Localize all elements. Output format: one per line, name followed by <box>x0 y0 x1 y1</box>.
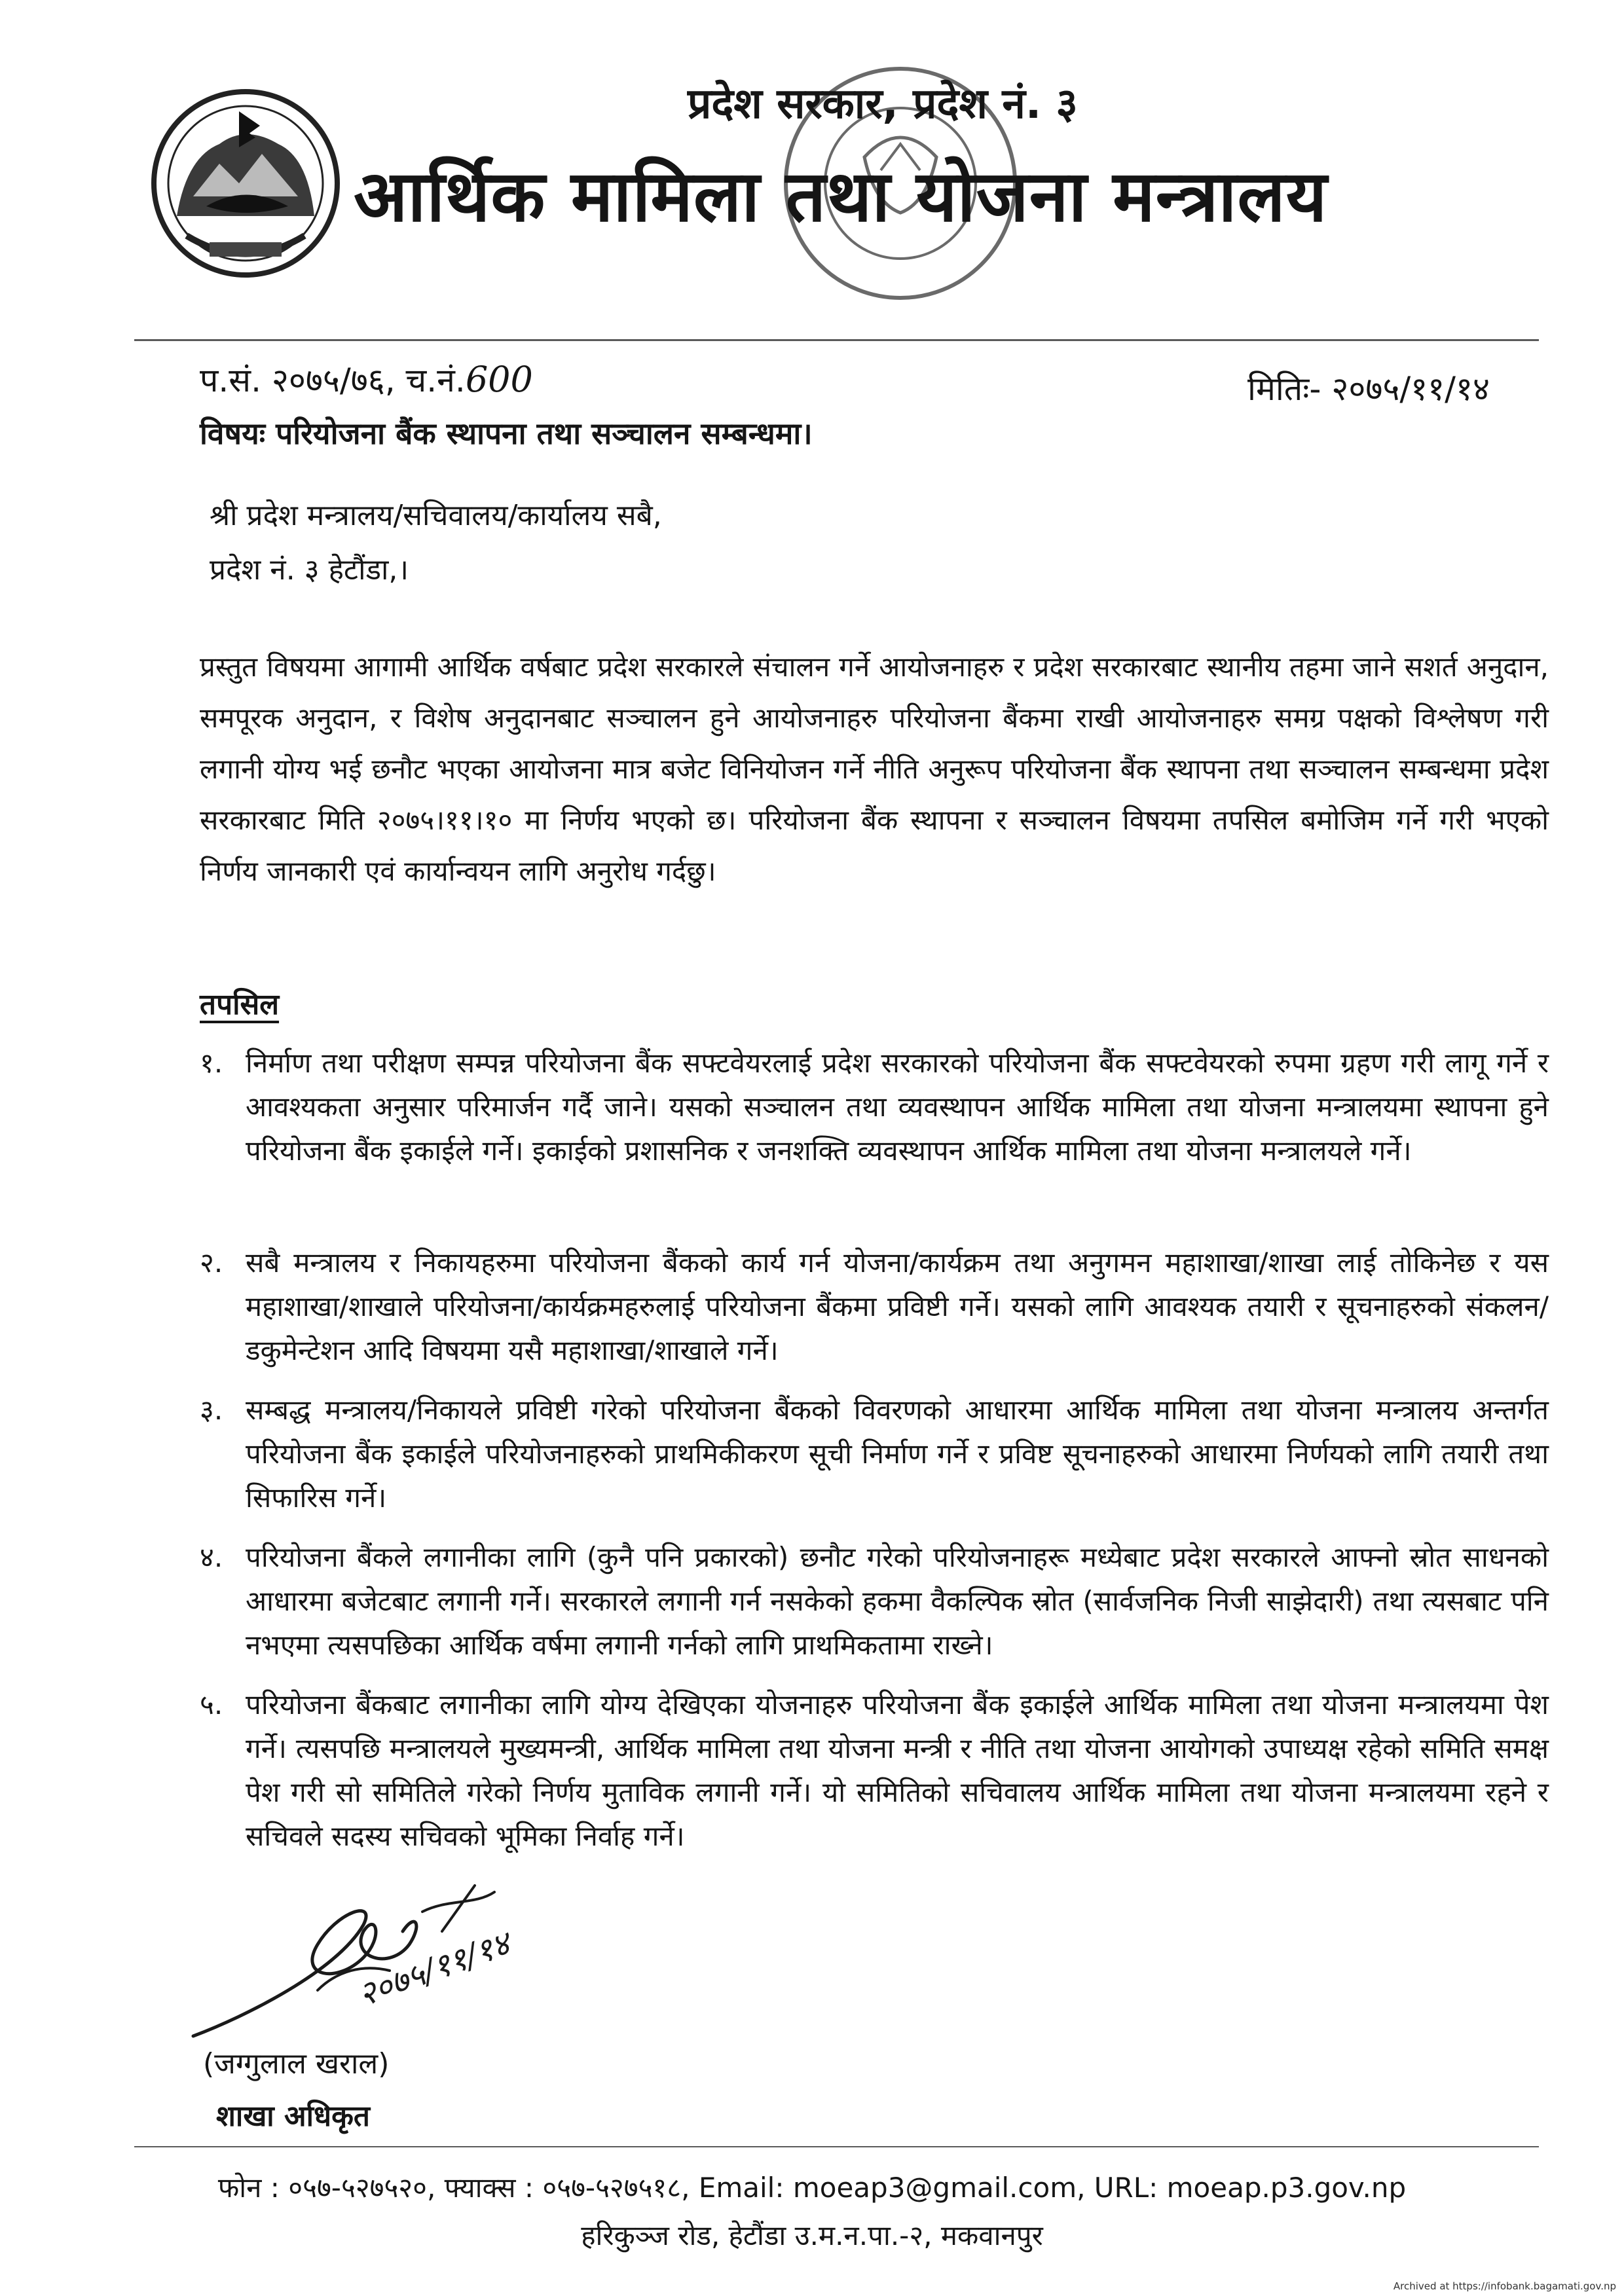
list-item <box>200 1535 1549 1667</box>
item-number: ५. <box>200 1688 223 1721</box>
footer-contact: फोन : ०५७-५२७५२०, फ्याक्स : ०५७-५२७५१८, Email: moeap3@gmail.com, URL: moeap.p3.gov.np <box>217 2172 1407 2204</box>
handwritten-signature-date: २०७५/११/१४ <box>353 1924 515 2014</box>
footer-address: हरिकुञ्ज रोड, हेटौंडा उ.म.न.पा.-२, मकवानपुर <box>581 2219 1043 2251</box>
nepal-coat-of-arms-icon <box>147 85 344 282</box>
item-number: ४. <box>200 1541 223 1573</box>
tapasil-heading: तपसिल <box>200 988 280 1021</box>
recipient-line-1: श्री प्रदेश मन्त्रालय/सचिवालय/कार्यालय सबै, <box>210 499 662 532</box>
signatory-name: (जग्गुलाल खराल) <box>203 2047 390 2081</box>
footer-divider <box>134 2146 1539 2147</box>
government-name: प्रदेश सरकार, प्रदेश नं. ३ <box>688 80 1078 128</box>
reference-text: प.सं. २०७५/७६, च.नं. <box>200 361 466 399</box>
signatory-title: शाखा अधिकृत <box>216 2100 370 2133</box>
list-item <box>200 1041 1549 1173</box>
handwritten-reference-number: 600 <box>465 359 533 400</box>
letter-date: मितिः- २०७५/११/१४ <box>1247 370 1490 408</box>
item-text: सबै मन्त्रालय र निकायहरुमा परियोजना बैंकको कार्य गर्न योजना/कार्यक्रम तथा अनुगमन महाशाखा/शाखा लाई तोकिनेछ र यस महाशाखा/शाखाले परियोजना/कार्यक्रमहरुलाई परियोजना बैंकमा प्रविष्टी गर्ने। यसको लागि आवश्यक तयारी र सूचनाहरुको संकलन/डकुमेन्टेशन आदि विषयमा यसै महाशाखा/शाखाले गर्ने। <box>246 1247 1549 1366</box>
item-text: निर्माण तथा परीक्षण सम्पन्न परियोजना बैंक सफ्टवेयरलाई प्रदेश सरकारको परियोजना बैंक सफ्टवेयरको रुपमा ग्रहण गरी लागू गर्ने र आवश्यकता अनुसार परिमार्जन गर्दै जाने। यसको सञ्चालन तथा व्यवस्थापन आर्थिक मामिला तथा योजना मन्त्रालयमा स्थापना हुने परियोजना बैंक इकाईले गर्ने। इकाईको प्रशासनिक र जनशक्ति व्यवस्थापन आर्थिक मामिला तथा योजना मन्त्रालयले गर्ने। <box>246 1047 1549 1167</box>
header-divider <box>134 339 1539 341</box>
list-item <box>200 1388 1549 1520</box>
recipient-line-2: प्रदेश नं. ३ हेटौंडा,। <box>210 553 409 587</box>
item-number: १. <box>200 1047 223 1079</box>
item-text: परियोजना बैंकले लगानीका लागि (कुनै पनि प्रकारको) छनौट गरेको परियोजनाहरू मध्येबाट प्रदेश सरकारले आफ्नो स्रोत साधनको आधारमा बजेटबाट लगानी गर्ने। सरकारले लगानी गर्न नसकेको हकमा वैकल्पिक स्रोत (सार्वजनिक निजी साझेदारी) तथा त्यसबाट पनि नभएमा त्यसपछिका आर्थिक वर्षमा लगानी गर्नको लागि प्राथमिकतामा राख्ने। <box>246 1541 1549 1661</box>
item-text: परियोजना बैंकबाट लगानीका लागि योग्य देखिएका योजनाहरु परियोजना बैंक इकाईले आर्थिक मामिला तथा योजना मन्त्रालयमा पेश गर्ने। त्यसपछि मन्त्रालयले मुख्यमन्त्री, आर्थिक मामिला तथा योजना मन्त्री र नीति तथा योजना आयोगको उपाध्यक्ष रहेको समिति समक्ष पेश गरी सो समितिले गरेको निर्णय मुताविक लगानी गर्ने। यो समितिको सचिवालय आर्थिक मामिला तथा योजना मन्त्रालयमा रहने र सचिवले सदस्य सचिवको भूमिका निर्वाह गर्ने। <box>246 1688 1549 1852</box>
reference-number <box>200 357 533 401</box>
signature <box>167 1872 612 2069</box>
item-text: सम्बद्ध मन्त्रालय/निकायले प्रविष्टी गरेको परियोजना बैंकको विवरणको आधारमा आर्थिक मामिला तथा योजना मन्त्रालय अन्तर्गत परियोजना बैंक इकाईले परियोजनाहरुको प्राथमिकीकरण सूची निर्माण गर्ने र प्रविष्ट सूचनाहरुको आधारमा निर्णयको लागि तयारी तथा सिफारिस गर्ने। <box>246 1394 1549 1514</box>
list-item <box>200 1241 1549 1372</box>
item-number: ३. <box>200 1394 223 1426</box>
archive-note: Archived at https://infobank.bagamati.gov.np <box>1393 2280 1616 2292</box>
body-paragraph: प्रस्तुत विषयमा आगामी आर्थिक वर्षबाट प्रदेश सरकारले संचालन गर्ने आयोजनाहरु र प्रदेश सरकारबाट स्थानीय तहमा जाने सशर्त अनुदान, समपूरक अनुदान, र विशेष अनुदानबाट सञ्चालन हुने आयोजनाहरु परियोजना बैंकमा राखी आयोजनाहरु समग्र पक्षको विश्लेषण गरी लगानी योग्य भई छनौट भएका आयोजना मात्र बजेट विनियोजन गर्ने नीति अनुरूप परियोजना बैंक स्थापना तथा सञ्चालन सम्बन्धमा प्रदेश सरकारबाट मिति २०७५।११।१० मा निर्णय भएको छ। परियोजना बैंक स्थापना र सञ्चालन विषयमा तपसिल बमोजिम गर्ने गरी भएको निर्णय जानकारी एवं कार्यान्वयन लागि अनुरोध गर्दछु। <box>200 651 1549 887</box>
subject-line: विषयः परियोजना बैंक स्थापना तथा सञ्चालन सम्बन्धमा। <box>200 416 813 451</box>
ministry-name: आर्थिक मामिला तथा योजना मन्त्रालय <box>354 156 1328 238</box>
item-number: २. <box>200 1247 223 1279</box>
list-item <box>200 1683 1549 1858</box>
